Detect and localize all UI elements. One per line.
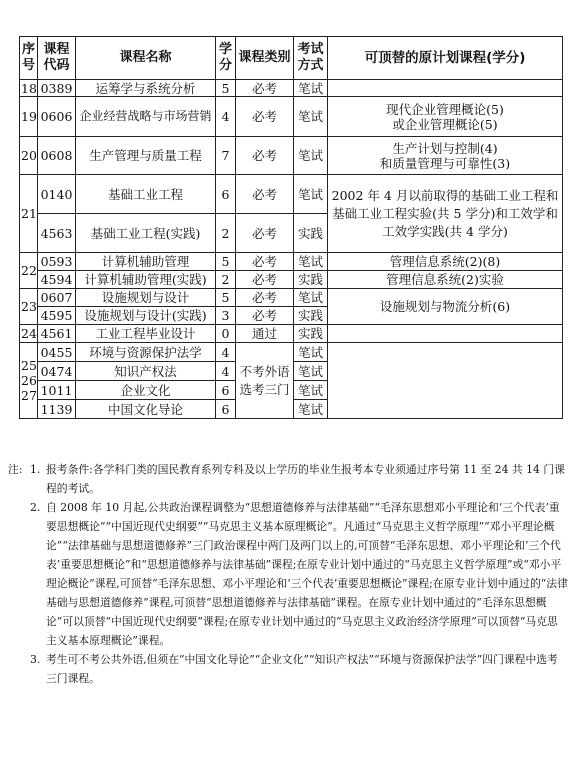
table-row [20, 253, 563, 271]
note-3 [8, 650, 568, 688]
exam-cell: 笔试 [294, 343, 328, 362]
exam-cell: 笔试 [294, 362, 328, 381]
name-cell: 设施规划与设计 [76, 289, 216, 307]
exam-cell: 笔试 [294, 80, 328, 97]
table-row [20, 271, 563, 289]
credit-cell: 6 [216, 381, 236, 400]
exam-cell: 笔试 [294, 175, 328, 214]
name-cell: 工业工程毕业设计 [76, 325, 216, 343]
exam-cell: 实践 [294, 271, 328, 289]
code-cell: 4594 [38, 271, 76, 289]
exam-cell: 笔试 [294, 137, 328, 175]
table-row [20, 137, 563, 175]
category-cell: 必考 [236, 271, 294, 289]
replace-cell [328, 80, 563, 97]
replace-line: 生产计划与控制(4) [392, 140, 498, 156]
seq-line: 26 [21, 373, 37, 388]
header-credit: 学分 [216, 37, 236, 80]
replace-cell: 管理信息系统(2)实验 [328, 271, 563, 289]
exam-cell: 实践 [294, 325, 328, 343]
note-number: 2. [30, 501, 41, 514]
code-cell: 0140 [38, 175, 76, 214]
header-category: 课程类别 [236, 37, 294, 80]
exam-cell: 笔试 [294, 253, 328, 271]
replace-line: 和质量管理与可靠性(3) [379, 155, 511, 171]
credit-cell: 4 [216, 362, 236, 381]
note-text: 自 2008 年 10 月起,公共政治课程调整为“思想道德修养与法律基础”“毛泽东思想邓小平理论和‘三个代表’重要思想概论”“中国近现代史纲要”“马克思主义基本原理概论”。凡通过“马克思主义哲学原理”“邓小平理论概论”“法律基础与思想道德修养”三门政治课程中两门及两门以上的,可顶替“毛泽东思想、邓小平理论和‘三个代表’重要思想概论”和“思想道德修养与法律基础”课程;在原专业计划中通过的“马克思主义哲学原理”或“邓小平理论概论”课程,可顶替“毛泽东思想、邓小平理论和‘三个代表’重要思想概论”课程;在原专业计划中通过的“法律基础与思想道德修养”课程,可顶替“思想道德修养与法律基础”课程。在原专业计划中通过的“毛泽东思想概论”可以顶替“中国近现代史纲要”课程;在原专业计划中通过的“马克思主义政治经济学原理”可以顶替“马克思主义基本原理概论”课程。 [46, 501, 568, 647]
seq-cell: 19 [20, 97, 38, 137]
header-code: 课程代码 [38, 37, 76, 80]
credit-cell: 0 [216, 325, 236, 343]
category-cell: 必考 [236, 80, 294, 97]
seq-cell: 18 [21, 80, 37, 96]
credit-cell: 2 [216, 271, 236, 289]
name-cell: 企业经营战略与市场营销 [76, 97, 216, 137]
seq-cell: 22 [20, 253, 38, 289]
name-cell: 知识产权法 [76, 362, 216, 381]
credit-cell: 5 [216, 80, 236, 97]
replace-cell [328, 343, 563, 419]
seq-cell [20, 343, 38, 419]
exam-cell: 笔试 [294, 289, 328, 307]
name-cell: 基础工业工程 [76, 175, 216, 214]
code-cell: 1011 [38, 381, 76, 400]
course-table [19, 36, 563, 419]
header-seq: 序号 [20, 37, 38, 80]
note-text: 报考条件:各学科门类的国民教育系列专科及以上学历的毕业生报考本专业须通过序号第 11 至 24 共 14 门课程的考试。 [46, 463, 565, 495]
notes-section [8, 460, 568, 688]
name-cell: 计算机辅助管理(实践) [76, 271, 216, 289]
code-cell: 0606 [38, 97, 76, 137]
category-cell: 必考 [236, 289, 294, 307]
credit-cell: 5 [216, 289, 236, 307]
name-cell: 基础工业工程(实践) [76, 214, 216, 253]
table-row [20, 175, 563, 214]
note-1 [8, 460, 568, 498]
code-cell: 0593 [38, 253, 76, 271]
category-cell: 必考 [236, 97, 294, 137]
table-row [20, 343, 563, 362]
replace-cell: 管理信息系统(2)(8) [328, 253, 563, 271]
code-cell: 4561 [38, 325, 76, 343]
category-cell: 必考 [236, 137, 294, 175]
table-row [20, 289, 563, 307]
replace-cell [328, 137, 563, 175]
header-exam: 考试方式 [294, 37, 328, 80]
replace-line: 现代企业管理概论(5) [386, 101, 504, 117]
code-cell: 4563 [38, 214, 76, 253]
note-text: 考生可不考公共外语,但须在“中国文化导论”“企业文化”“知识产权法”“环境与资源保护法学”四门课程中选考三门课程。 [46, 653, 558, 685]
credit-cell: 6 [216, 175, 236, 214]
name-cell: 生产管理与质量工程 [76, 137, 216, 175]
name-cell: 设施规划与设计(实践) [76, 307, 216, 325]
credit-cell: 2 [216, 214, 236, 253]
code-cell: 1139 [38, 400, 76, 419]
category-cell: 必考 [236, 175, 294, 214]
exam-cell: 实践 [294, 307, 328, 325]
exam-cell: 笔试 [294, 381, 328, 400]
name-cell: 计算机辅助管理 [76, 253, 216, 271]
category-cell: 必考 [236, 214, 294, 253]
note-number: 1. [30, 463, 41, 476]
replace-cell: 2002 年 4 月以前取得的基础工业工程和基础工业工程实验(共 5 学分)和工效学和工效学实践(共 4 学分) [328, 175, 563, 253]
credit-cell: 4 [216, 97, 236, 137]
category-cell: 通过 [236, 325, 294, 343]
seq-cell: 21 [20, 175, 38, 253]
credit-cell: 4 [216, 343, 236, 362]
credit-cell: 6 [216, 400, 236, 419]
seq-line: 27 [21, 388, 37, 403]
seq-cell: 24 [21, 326, 37, 341]
credit-cell: 3 [216, 307, 236, 325]
code-cell: 0474 [38, 362, 76, 381]
name-cell: 环境与资源保护法学 [76, 343, 216, 362]
name-cell: 企业文化 [76, 381, 216, 400]
table-row [20, 97, 563, 137]
seq-cell: 20 [20, 137, 38, 175]
replace-cell: 设施规划与物流分析(6) [328, 289, 563, 325]
name-cell: 中国文化导论 [76, 400, 216, 419]
table-row [20, 80, 563, 97]
header-row [20, 37, 563, 80]
code-cell: 0455 [38, 343, 76, 362]
exam-cell: 笔试 [294, 400, 328, 419]
credit-cell: 5 [216, 253, 236, 271]
header-replace: 可顶替的原计划课程(学分) [328, 37, 563, 80]
replace-cell [328, 325, 563, 343]
exam-cell: 笔试 [294, 97, 328, 137]
seq-line: 25 [21, 358, 37, 373]
note-number: 3. [30, 653, 41, 666]
header-name: 课程名称 [76, 37, 216, 80]
credit-cell: 7 [216, 137, 236, 175]
name-cell: 运筹学与系统分析 [76, 80, 216, 97]
notes-label: 注: [8, 463, 23, 476]
category-cell: 必考 [236, 307, 294, 325]
seq-cell: 23 [20, 289, 38, 325]
table-row [20, 325, 563, 343]
code-cell: 4595 [38, 307, 76, 325]
course-table-wrapper [19, 36, 562, 419]
code-cell: 0607 [38, 289, 76, 307]
category-cell: 必考 [236, 253, 294, 271]
category-cell: 不考外语选考三门 [236, 343, 294, 419]
code-cell: 0608 [38, 137, 76, 175]
replace-line: 或企业管理概论(5) [392, 116, 498, 132]
exam-cell: 实践 [294, 214, 328, 253]
note-2 [8, 498, 568, 650]
code-cell: 0389 [38, 80, 76, 97]
replace-cell [328, 97, 563, 137]
